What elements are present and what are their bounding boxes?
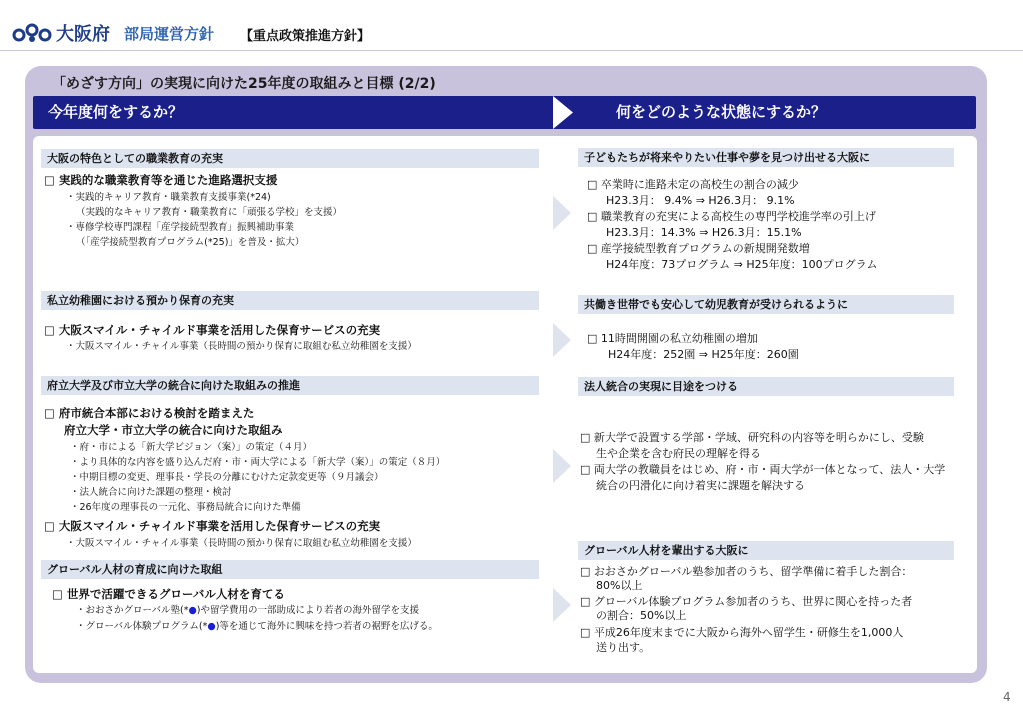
- list-item: □ 大阪スマイル・チャイルド事業を活用した保育サービスの充実: [44, 519, 381, 533]
- heading-right: 何をどのような状態にするか？: [616, 103, 827, 121]
- sub-item: ・法人統合に向けた課題の整理・検討: [70, 487, 232, 498]
- goal-item: □ 両大学の教職員をはじめ、府・市・両大学が一体となって、法人・大学: [580, 463, 946, 476]
- sub-item: ・大阪スマイル・チャイル事業（長時間の預かり保育に取組む私立幼稚園を支援）: [66, 341, 417, 352]
- goal-item: □ 平成26年度末までに大阪から海外へ留学生・研修生を1,000人: [580, 626, 904, 639]
- goal-item: □ グローバル体験プログラム参加者のうち、世界に関心を持った者: [580, 595, 913, 608]
- sub-item: ・実践的キャリア教育・職業教育支援事業(*24): [66, 192, 271, 203]
- arrow-right-icon: [553, 196, 571, 230]
- goal-item: □ 11時間開園の私立幼稚園の増加: [587, 332, 758, 345]
- list-item: □ 大阪スマイル・チャイルド事業を活用した保育サービスの充実: [44, 323, 381, 337]
- section-header-vocational: 大阪の特色としての職業教育の充実: [41, 149, 539, 168]
- list-item: □ 府市統合本部における検討を踏まえた: [44, 406, 255, 420]
- plan-title: 部局運営方針: [124, 25, 215, 43]
- goal-item-cont: の割合：50%以上: [596, 609, 687, 622]
- sub-item: ・府・市による「新大学ビジョン（案）」の策定（４月）: [70, 442, 313, 453]
- sub-item: ・グローバル体験プログラム(*●)等を通じて海外に興味を持つ若者の裾野を広げる。: [76, 621, 438, 632]
- header-divider: [0, 50, 1023, 51]
- sub-item: （「産学接続型教育プログラム(*25)」を普及・拡大）: [76, 237, 305, 248]
- goal-value: H24年度：73プログラム ⇒ H25年度：100プログラム: [606, 258, 878, 271]
- osaka-logo-icon: [12, 22, 54, 44]
- sub-item: （実践的なキャリア教育・職業教育に「頑張る学校」を支援）: [76, 207, 343, 218]
- goal-item-cont: 送り出す。: [596, 641, 651, 654]
- goal-item: □ 職業教育の充実による高校生の専門学校進学率の引上げ: [587, 210, 876, 223]
- section-header-dreams: 子どもたちが将来やりたい仕事や夢を見つけ出せる大阪に: [578, 148, 954, 167]
- policy-tag: 【重点政策推進方針】: [240, 29, 371, 44]
- arrow-right-icon: [553, 323, 571, 357]
- arrow-right-icon: [553, 96, 573, 129]
- section-header-integration: 法人統合の実現に目途をつける: [578, 377, 954, 396]
- goal-item-cont: 統合の円滑化に向け着実に課題を解決する: [596, 479, 805, 492]
- sub-item: ・より具体的な内容を盛り込んだ府・市・両大学による「新大学（案）」の策定（８月）: [70, 457, 446, 468]
- heading-left: 今年度何をするか？: [48, 103, 184, 121]
- section-header-university: 府立大学及び市立大学の統合に向けた取組みの推進: [41, 376, 539, 395]
- arrow-right-icon: [553, 588, 571, 622]
- goal-item: □ 産学接続型教育プログラムの新規開発数増: [587, 242, 810, 255]
- prefecture-name: 大阪府: [56, 24, 110, 45]
- section-header-global: グローバル人材の育成に向けた取組: [41, 560, 539, 579]
- goal-item-cont: 80%以上: [596, 579, 643, 592]
- section-header-childcare: 共働き世帯でも安心して幼児教育が受けられるように: [578, 295, 954, 314]
- goal-value: H23.3月： 9.4% ⇒ H26.3月： 9.1%: [606, 194, 795, 207]
- list-item: □ 実践的な職業教育等を通じた進路選択支援: [44, 173, 278, 187]
- section-header-global-talent: グローバル人材を輩出する大阪に: [578, 541, 954, 560]
- section-header-kindergarten: 私立幼稚園における預かり保育の充実: [41, 291, 539, 310]
- goal-item: □ 新大学で設置する学部・学域、研究科の内容等を明らかにし、受験: [580, 431, 924, 444]
- goal-item: □ 卒業時に進路未定の高校生の割合の減少: [587, 178, 799, 191]
- list-item: □ 世界で活躍できるグローバル人材を育てる: [52, 587, 285, 601]
- sub-item: ・おおさかグローバル塾(*●)や留学費用の一部助成により若者の海外留学を支援: [76, 605, 419, 616]
- goal-item: □ おおさかグローバル塾参加者のうち、留学準備に着手した割合：: [580, 565, 913, 578]
- sub-item: ・専修学校専門課程「産学接続型教育」振興補助事業: [66, 222, 295, 233]
- goal-value: H24年度：252園 ⇒ H25年度：260園: [608, 348, 799, 361]
- goal-value: H23.3月：14.3% ⇒ H26.3月：15.1%: [606, 226, 802, 239]
- list-item-cont: 府立大学・市立大学の統合に向けた取組み: [64, 423, 283, 437]
- page-number: 4: [1003, 690, 1011, 704]
- sub-item: ・26年度の理事長の一元化、事務局統合に向けた準備: [70, 502, 301, 513]
- arrow-right-icon: [553, 449, 571, 483]
- sub-item: ・中期目標の変更、理事長・学長の分離にむけた定款変更等（９月議会）: [70, 472, 384, 483]
- sub-item: ・大阪スマイル・チャイル事業（長時間の預かり保育に取組む私立幼稚園を支援）: [66, 538, 417, 549]
- main-title: 「めざす方向」の実現に向けた25年度の取組みと目標 (2/2): [52, 76, 436, 92]
- goal-item-cont: 生や企業を含む府民の理解を得る: [596, 447, 761, 460]
